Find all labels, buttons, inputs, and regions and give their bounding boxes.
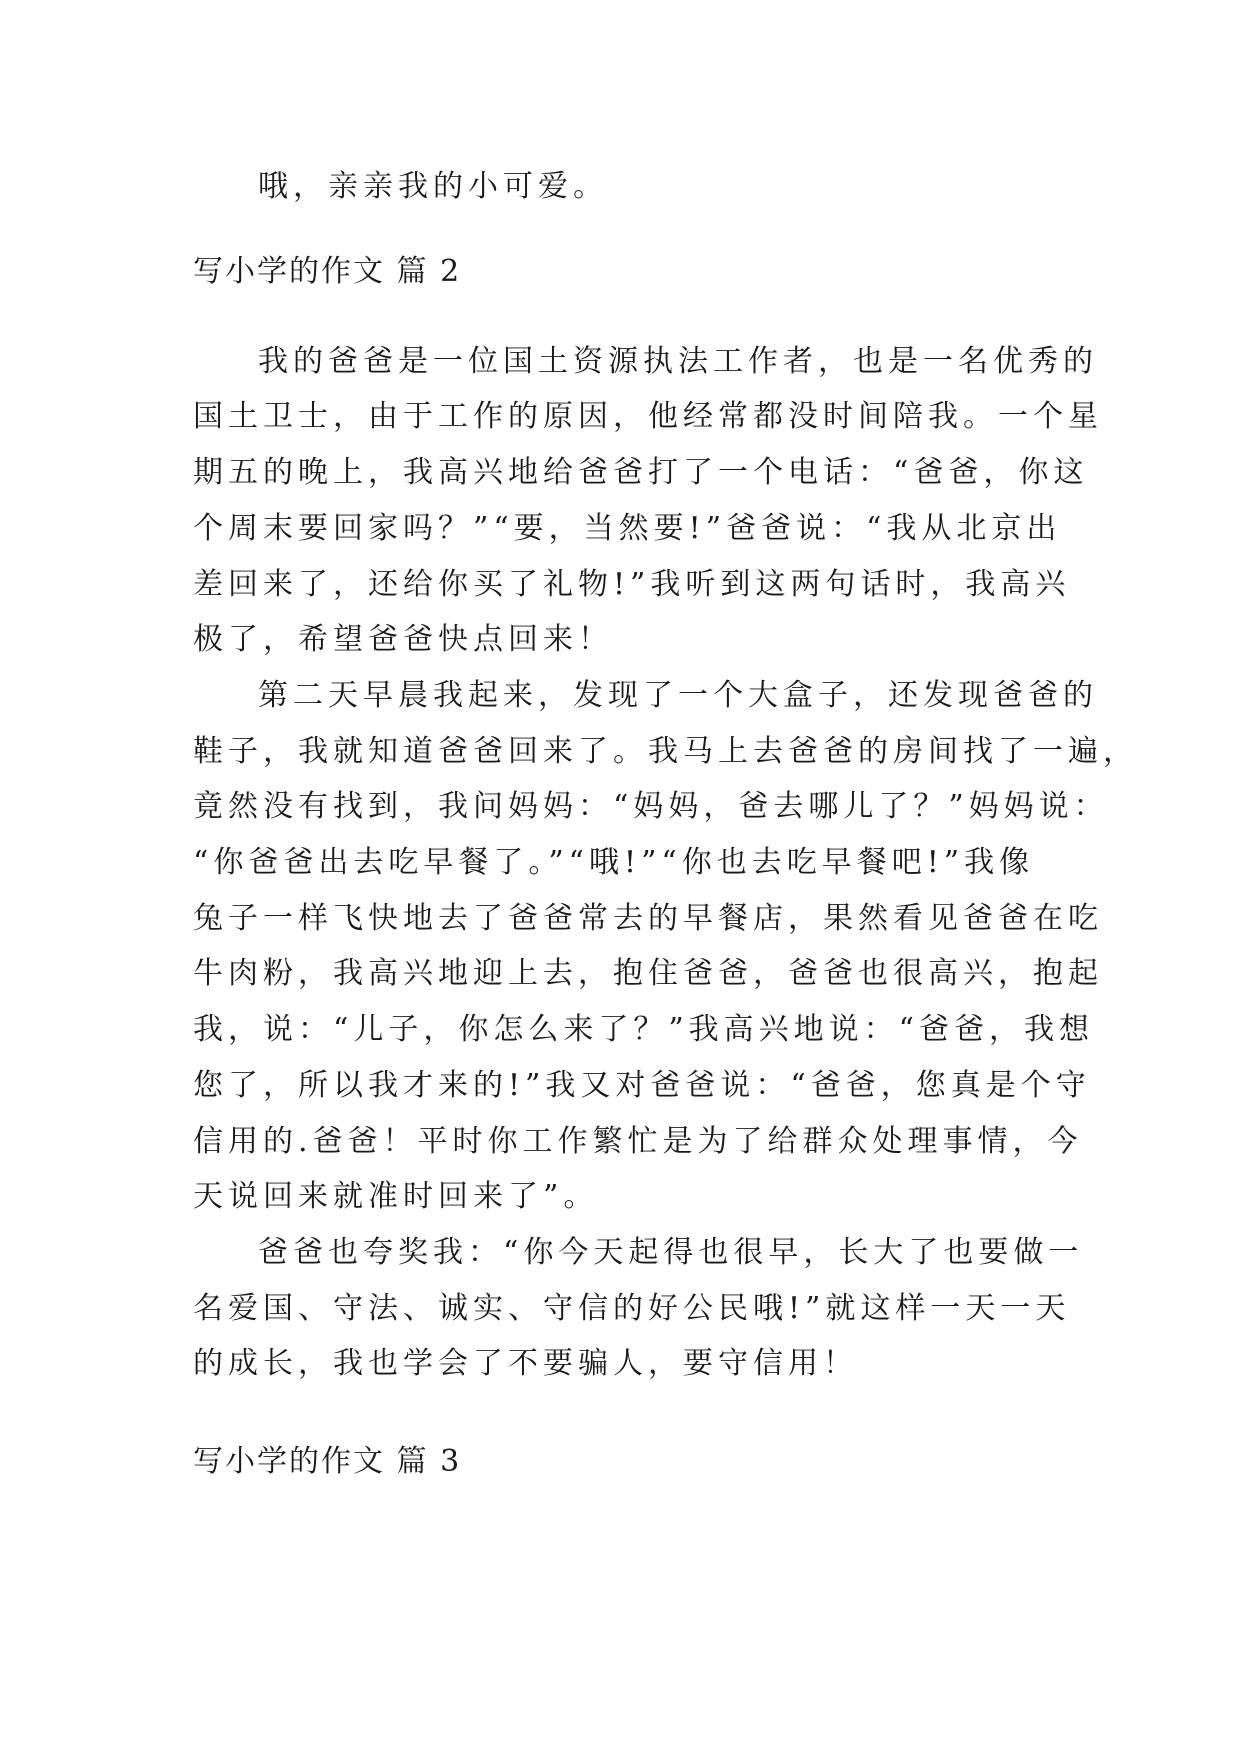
paragraph-line: 差回来了，还给你买了礼物!”我听到这两句话时，我高兴 <box>193 567 1071 602</box>
paragraph-line: 牛肉粉，我高兴地迎上去，抱住爸爸，爸爸也很高兴，抱起 <box>193 956 1103 991</box>
paragraph-line: 天说回来就准时回来了”。 <box>193 1179 599 1214</box>
paragraph-line: 鞋子，我就知道爸爸回来了。我马上去爸爸的房间找了一遍， <box>193 734 1138 769</box>
paragraph-line: 您了，所以我才来的!”我又对爸爸说：“爸爸，您真是个守 <box>193 1068 1091 1103</box>
section-heading: 写小学的作文 篇 3 <box>193 1444 462 1479</box>
paragraph-line: “你爸爸出去吃早餐了。”“哦!”“你也去吃早餐吧!”我像 <box>193 845 1035 880</box>
paragraph-line: 极了，希望爸爸快点回来！ <box>193 622 613 657</box>
paragraph-line: 信用的.爸爸！平时你工作繁忙是为了给群众处理事情，今 <box>193 1124 1083 1159</box>
paragraph-line: 期五的晚上，我高兴地给爸爸打了一个电话：“爸爸，你这 <box>193 455 1089 490</box>
paragraph-line: 竟然没有找到，我问妈妈：“妈妈，爸去哪儿了？”妈妈说： <box>193 789 1109 824</box>
paragraph-line: 我，说：“儿子，你怎么来了？”我高兴地说：“爸爸，我想 <box>193 1012 1095 1047</box>
paragraph-line: 名爱国、守法、诚实、守信的好公民哦!”就这样一天一天 <box>193 1291 1071 1326</box>
paragraph-line: 哦，亲亲我的小可爱。 <box>258 169 608 204</box>
paragraph-line: 兔子一样飞快地去了爸爸常去的早餐店，果然看见爸爸在吃 <box>193 901 1103 936</box>
paragraph-line: 第二天早晨我起来，发现了一个大盒子，还发现爸爸的 <box>258 678 1098 713</box>
paragraph-line: 国土卫士，由于工作的原因，他经常都没时间陪我。一个星 <box>193 399 1103 434</box>
paragraph-line: 个周末要回家吗？”“要，当然要!”爸爸说：“我从北京出 <box>193 511 1062 546</box>
paragraph-line: 我的爸爸是一位国土资源执法工作者，也是一名优秀的 <box>258 344 1098 379</box>
paragraph-line: 的成长，我也学会了不要骗人，要守信用！ <box>193 1346 858 1381</box>
paragraph-line: 爸爸也夸奖我：“你今天起得也很早，长大了也要做一 <box>258 1235 1084 1270</box>
section-heading: 写小学的作文 篇 2 <box>193 254 462 289</box>
